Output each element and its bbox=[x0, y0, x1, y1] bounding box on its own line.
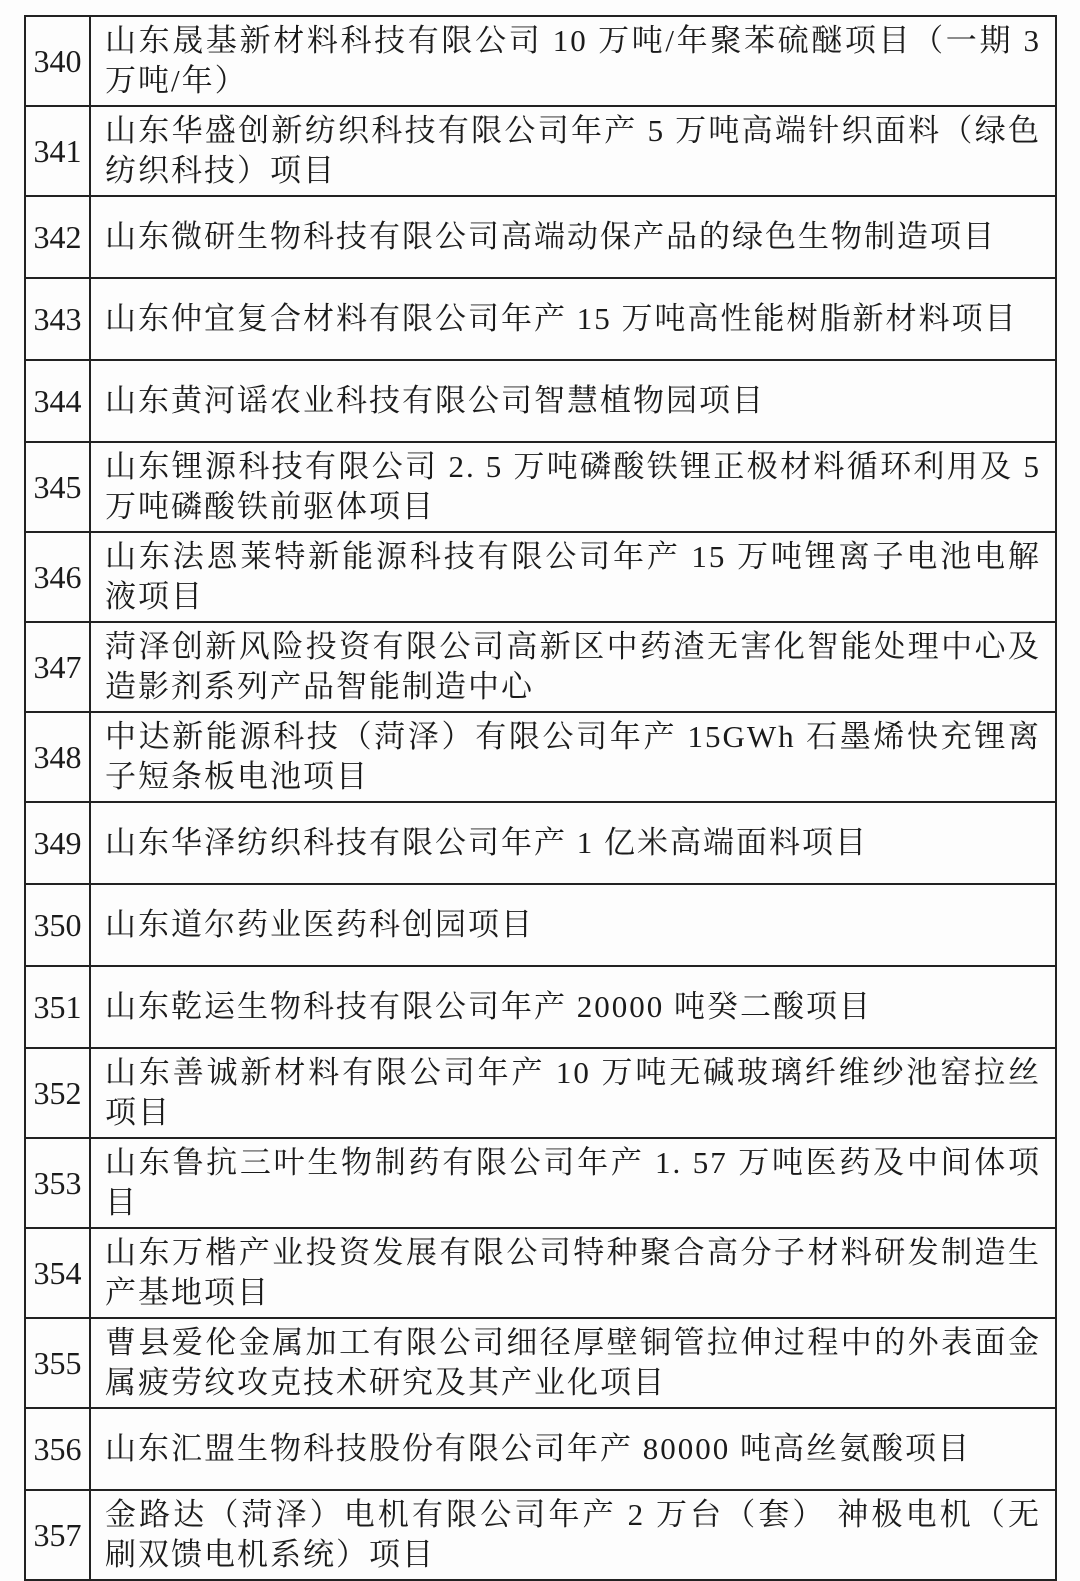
project-name: 山东善诚新材料有限公司年产 10 万吨无碱玻璃纤维纱池窑拉丝项目 bbox=[90, 1048, 1056, 1138]
project-name: 山东锂源科技有限公司 2. 5 万吨磷酸铁锂正极材料循环利用及 5 万吨磷酸铁前驱体项目 bbox=[90, 442, 1056, 532]
table-row bbox=[25, 966, 1056, 1048]
project-name: 山东法恩莱特新能源科技有限公司年产 15 万吨锂离子电池电解液项目 bbox=[90, 532, 1056, 622]
row-number: 352 bbox=[25, 1048, 90, 1138]
project-name: 山东汇盟生物科技股份有限公司年产 80000 吨高丝氨酸项目 bbox=[90, 1408, 1056, 1490]
table-row bbox=[25, 1138, 1056, 1228]
project-name: 山东万楷产业投资发展有限公司特种聚合高分子材料研发制造生产基地项目 bbox=[90, 1228, 1056, 1318]
project-name: 山东黄河谣农业科技有限公司智慧植物园项目 bbox=[90, 360, 1056, 442]
row-number: 346 bbox=[25, 532, 90, 622]
table-row bbox=[25, 1318, 1056, 1408]
table-row bbox=[25, 1490, 1056, 1580]
table-row bbox=[25, 712, 1056, 802]
row-number: 340 bbox=[25, 16, 90, 106]
project-table-body bbox=[25, 16, 1056, 1580]
project-name: 山东微研生物科技有限公司高端动保产品的绿色生物制造项目 bbox=[90, 196, 1056, 278]
table-row bbox=[25, 16, 1056, 106]
row-number: 345 bbox=[25, 442, 90, 532]
row-number: 354 bbox=[25, 1228, 90, 1318]
table-row bbox=[25, 360, 1056, 442]
row-number: 356 bbox=[25, 1408, 90, 1490]
table-row bbox=[25, 622, 1056, 712]
project-list-document bbox=[24, 15, 1057, 1581]
row-number: 348 bbox=[25, 712, 90, 802]
table-row bbox=[25, 196, 1056, 278]
project-name: 山东华盛创新纺织科技有限公司年产 5 万吨高端针织面料（绿色纺织科技）项目 bbox=[90, 106, 1056, 196]
project-name: 金路达（菏泽）电机有限公司年产 2 万台（套） 神极电机（无刷双馈电机系统）项目 bbox=[90, 1490, 1056, 1580]
row-number: 341 bbox=[25, 106, 90, 196]
project-name: 山东华泽纺织科技有限公司年产 1 亿米高端面料项目 bbox=[90, 802, 1056, 884]
table-row bbox=[25, 106, 1056, 196]
row-number: 342 bbox=[25, 196, 90, 278]
projects-table bbox=[24, 15, 1057, 1581]
row-number: 357 bbox=[25, 1490, 90, 1580]
project-name: 菏泽创新风险投资有限公司高新区中药渣无害化智能处理中心及造影剂系列产品智能制造中心 bbox=[90, 622, 1056, 712]
row-number: 349 bbox=[25, 802, 90, 884]
project-name: 山东道尔药业医药科创园项目 bbox=[90, 884, 1056, 966]
project-name: 山东晟基新材料科技有限公司 10 万吨/年聚苯硫醚项目（一期 3 万吨/年） bbox=[90, 16, 1056, 106]
row-number: 351 bbox=[25, 966, 90, 1048]
table-row bbox=[25, 442, 1056, 532]
project-name: 山东乾运生物科技有限公司年产 20000 吨癸二酸项目 bbox=[90, 966, 1056, 1048]
table-row bbox=[25, 1228, 1056, 1318]
row-number: 347 bbox=[25, 622, 90, 712]
project-name: 曹县爱伦金属加工有限公司细径厚壁铜管拉伸过程中的外表面金属疲劳纹攻克技术研究及其产业化项目 bbox=[90, 1318, 1056, 1408]
table-row bbox=[25, 802, 1056, 884]
row-number: 355 bbox=[25, 1318, 90, 1408]
project-name: 中达新能源科技（菏泽）有限公司年产 15GWh 石墨烯快充锂离子短条板电池项目 bbox=[90, 712, 1056, 802]
row-number: 343 bbox=[25, 278, 90, 360]
table-row bbox=[25, 532, 1056, 622]
row-number: 344 bbox=[25, 360, 90, 442]
table-row bbox=[25, 278, 1056, 360]
row-number: 350 bbox=[25, 884, 90, 966]
row-number: 353 bbox=[25, 1138, 90, 1228]
table-row bbox=[25, 884, 1056, 966]
table-row bbox=[25, 1048, 1056, 1138]
project-name: 山东鲁抗三叶生物制药有限公司年产 1. 57 万吨医药及中间体项目 bbox=[90, 1138, 1056, 1228]
project-name: 山东仲宜复合材料有限公司年产 15 万吨高性能树脂新材料项目 bbox=[90, 278, 1056, 360]
table-row bbox=[25, 1408, 1056, 1490]
